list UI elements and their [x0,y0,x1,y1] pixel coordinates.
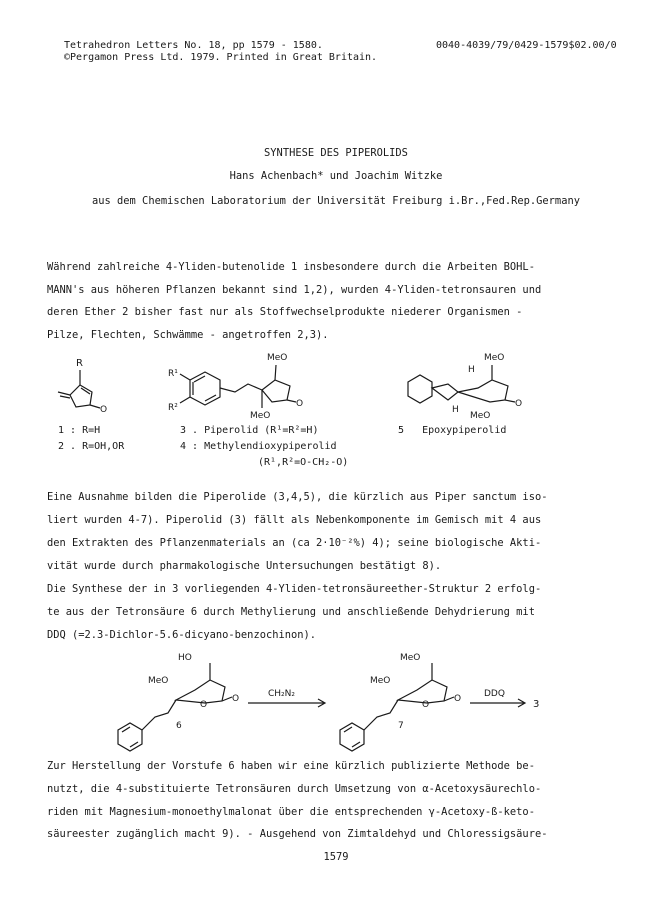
atom-o-7b: O [454,694,462,704]
atom-meo-top: MeO [267,353,288,363]
atom-meo-5: MeO [484,353,505,363]
paragraph1-line4: Pilze, Flechten, Schwämme - angetroffen 2,3). [47,329,329,341]
reaction-scheme [0,645,672,755]
authors: Hans Achenbach* und Joachim Witzke [229,170,443,182]
paragraph1-line3: deren Ether 2 bisher fast nur als Stoffwechselprodukte niederer Organismen - [47,306,523,318]
paper-title: SYNTHESE DES PIPEROLIDS [264,147,408,159]
paragraph2-line3: den Extrakten des Pflanzenmaterials an (ca 2·10⁻²%) 4); seine biologische Akti- [47,537,542,549]
atom-h2: H [452,405,459,415]
paragraph2-line5: Die Synthese der in 3 vorliegenden 4-Yliden-tetronsäureether-Struktur 2 erfolg- [47,583,542,595]
paragraph3-line3: riden mit Magnesium-monoethylmalonat über die entsprechenden γ-Acetoxy-ß-keto- [47,806,535,818]
atom-meo-6: MeO [148,676,169,686]
label-6: 6 [176,721,182,731]
atom-o-6b: O [232,694,240,704]
structure-3 [168,353,303,421]
label-compound-5: 5 Epoxypiperolid [398,425,507,436]
label-compound-2: 2 . R=OH,OR [58,441,125,452]
compound-7 [340,653,461,751]
atom-o: O [100,405,108,415]
atom-o-7a: O [422,700,430,710]
paragraph1-line1: Während zahlreiche 4-Yliden-butenolide 1 insbesondere durch die Arbeiten BOHL- [47,261,535,273]
paragraph2-line2: liert wurden 4-7). Piperolid (3) fällt als Nebenkomponente im Gemisch mit 4 aus [47,514,542,526]
atom-o-6a: O [200,700,208,710]
atom-meo-bottom: MeO [250,411,271,421]
atom-o-5: O [515,399,523,409]
atom-h: H [468,365,475,375]
atom-r1: R¹ [168,369,178,379]
paragraph3-line1: Zur Herstellung der Vorstufe 6 haben wir eine kürzlich publizierte Methode be- [47,760,535,772]
page-number: 1579 [323,851,349,863]
structure-5 [408,353,522,421]
paragraph3-line4: säureester zugänglich macht 9). - Ausgehend von Zimtaldehyd und Chloressigsäure- [47,828,548,840]
atom-meo-5b: MeO [470,411,491,421]
paragraph2-line7: DDQ (=2.3-Dichlor-5.6-dicyano-benzochinon). [47,629,316,641]
arrow-1 [248,689,325,707]
label-compound-1: 1 : R=H [58,425,101,436]
paragraph2-line1: Eine Ausnahme bilden die Piperolide (3,4,5), die kürzlich aus Piper sanctum iso- [47,491,548,503]
paragraph2-line4: vität wurde durch pharmakologische Untersuchungen bestätigt 8). [47,560,442,572]
atom-meo-7b: MeO [370,676,391,686]
atom-ho: HO [178,653,192,663]
article-code: 0040-4039/79/0429-1579$02.00/0 [436,40,617,51]
atom-r2: R² [168,403,178,413]
label-compound-3: 3 . Piperolid (R¹=R²=H) [180,425,319,436]
compound-6 [118,653,239,751]
product-label: 3 [533,699,540,710]
publisher-line: ©Pergamon Press Ltd. 1979. Printed in Great Britain. [64,52,378,63]
reagent-ddq: DDQ [484,689,505,699]
label-7: 7 [398,721,404,731]
paragraph1-line2: MANN's aus höheren Pflanzen bekannt sind 1,2), wurden 4-Yliden-tetronsauren und [47,284,542,296]
paragraph2-line6: te aus der Tetronsäure 6 durch Methylierung und anschließende Dehydrierung mit [47,606,535,618]
structure-1 [58,358,107,415]
atom-r: R [76,358,83,369]
affiliation: aus dem Chemischen Laboratorium der Universität Freiburg i.Br.,Fed.Rep.Germany [92,195,580,207]
arrow-2 [470,689,539,710]
label-compound-4b: (R¹,R²=O-CH₂-O) [258,457,349,468]
paragraph3-line2: nutzt, die 4-substituierte Tetronsäuren durch Umsetzung von α-Acetoxysäurechlo- [47,783,542,795]
atom-o-3: O [296,399,304,409]
reagent-ch2n2: CH₂N₂ [268,689,295,699]
atom-meo-7a: MeO [400,653,421,663]
label-compound-4: 4 : Methylendioxypiperolid [180,441,337,452]
journal-line: Tetrahedron Letters No. 18, pp 1579 - 1580. [64,40,323,51]
